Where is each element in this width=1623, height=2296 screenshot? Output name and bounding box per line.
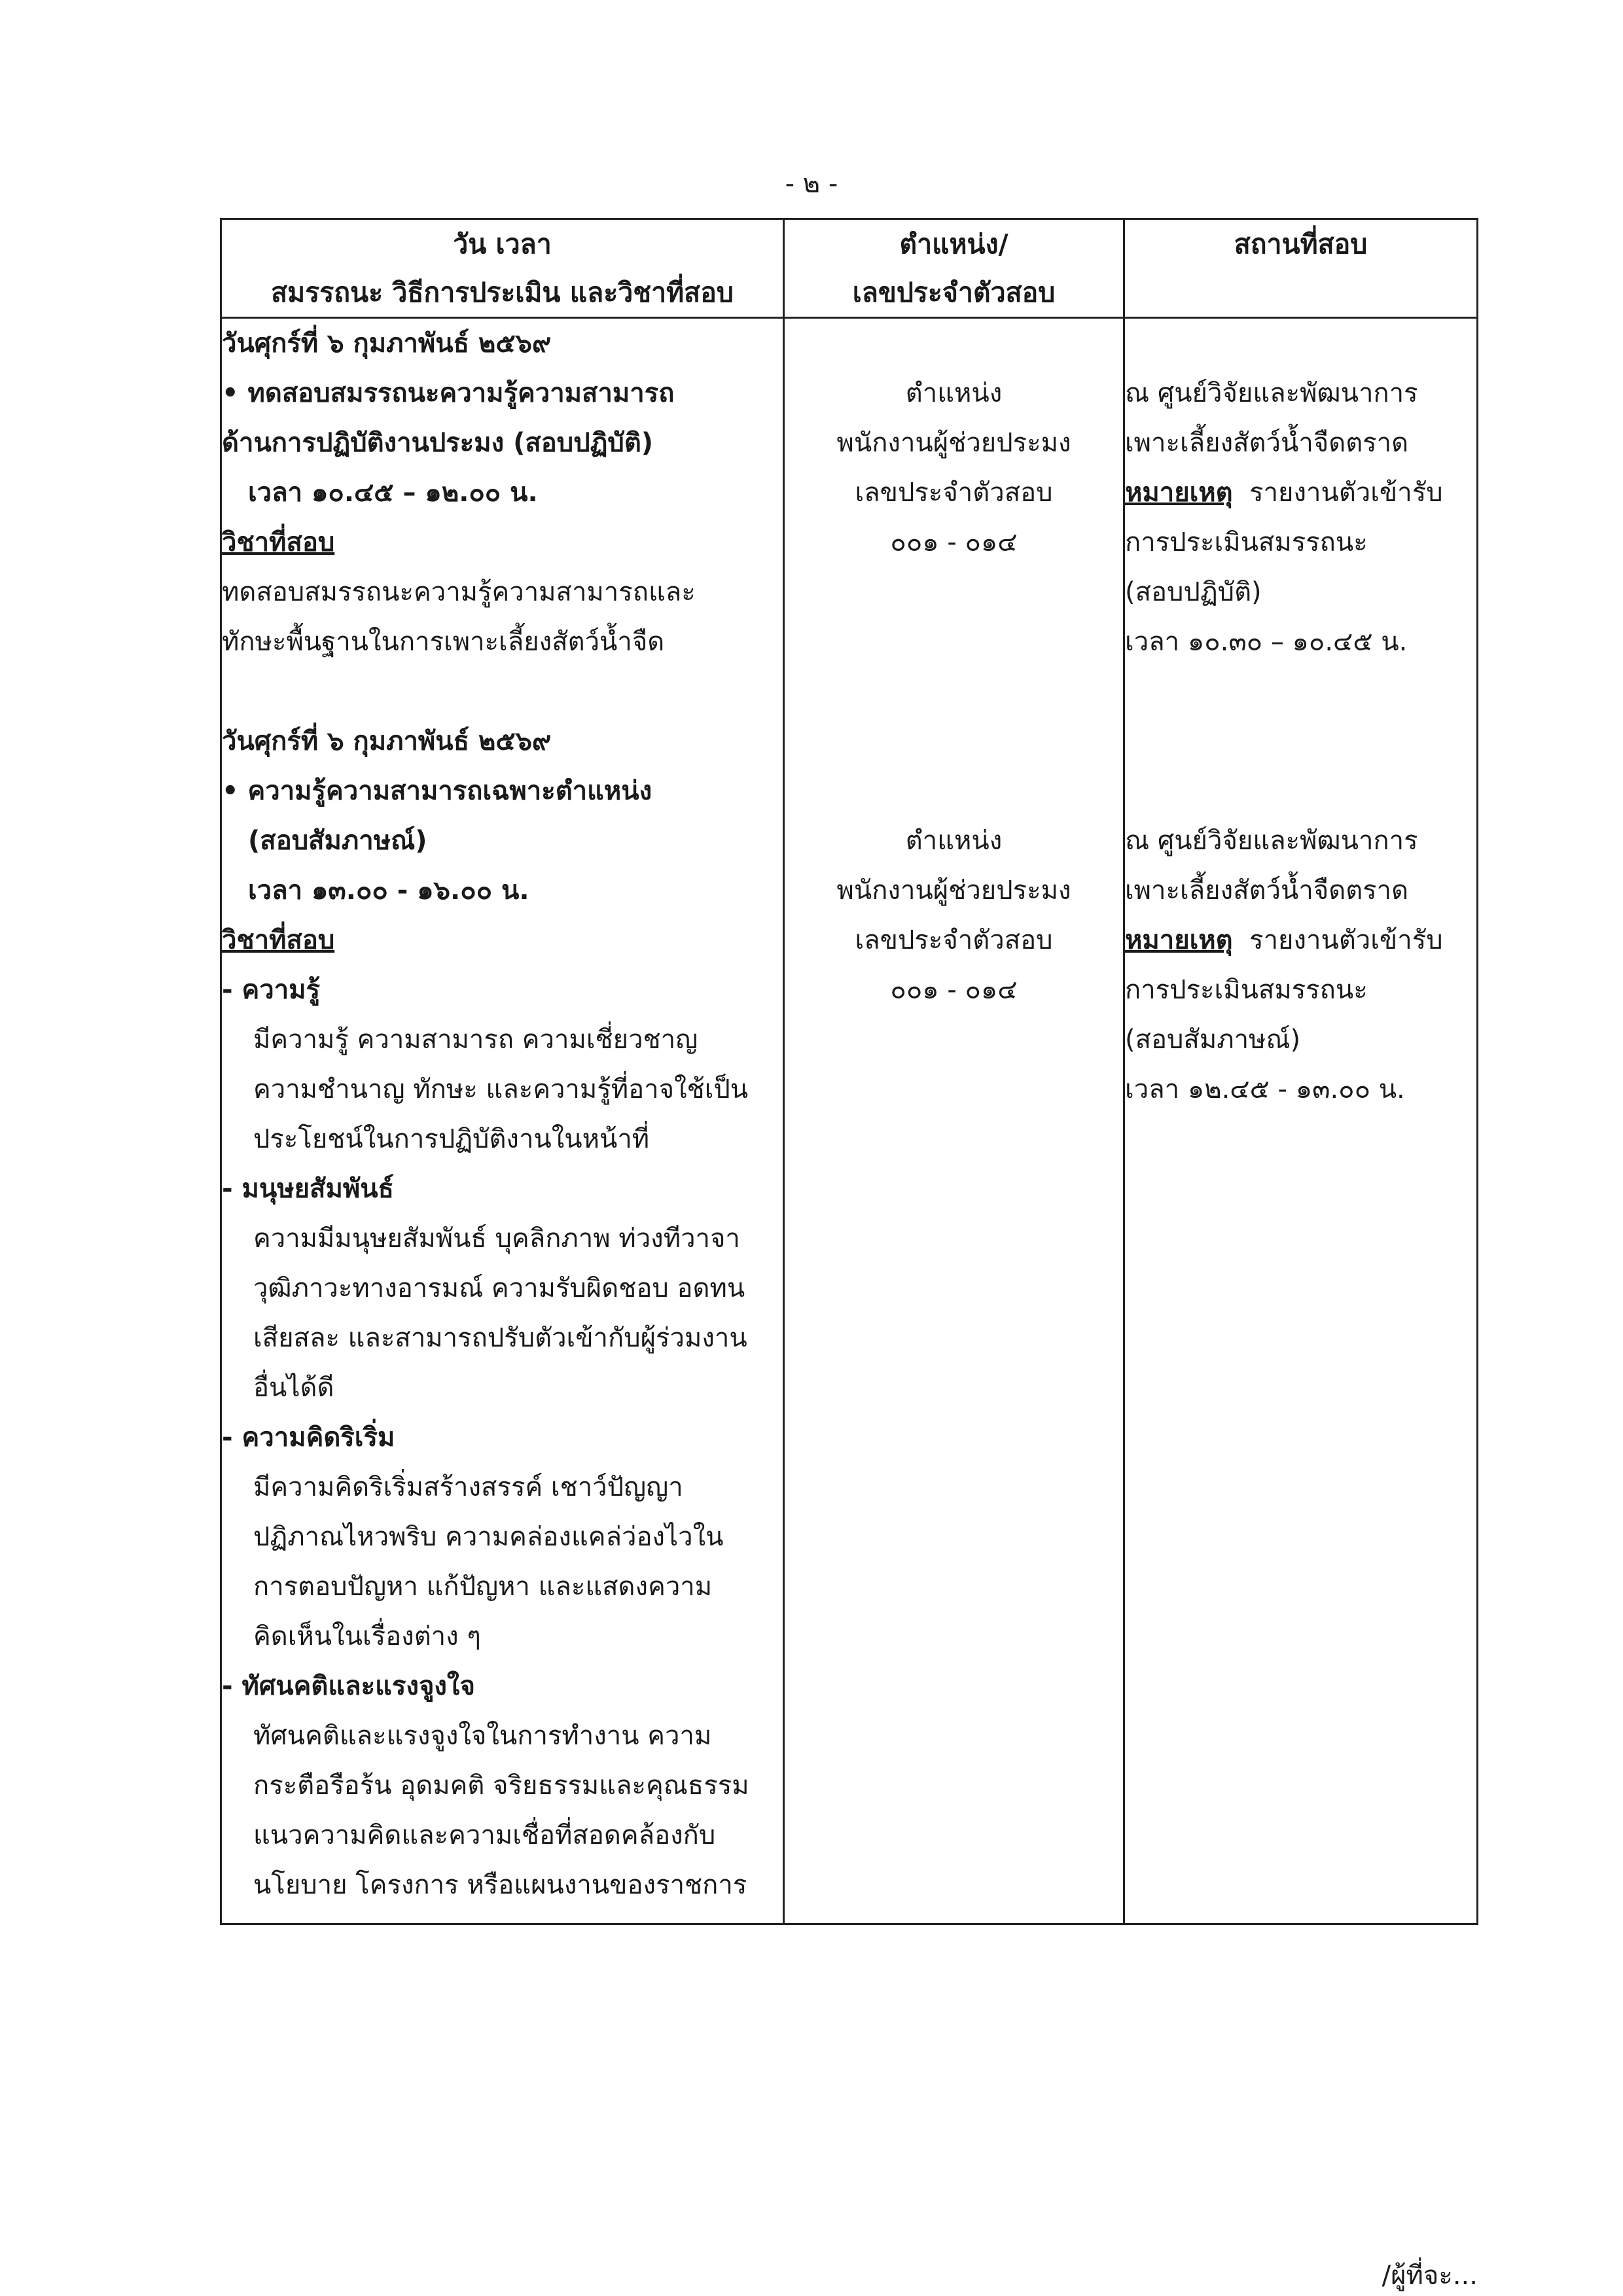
block1-note-time: เวลา ๑๐.๓๐ – ๑๐.๔๕ น. <box>1125 627 1408 657</box>
block2-note: (สอบสัมภาษณ์) <box>1125 1025 1301 1055</box>
header-line: สมรรถนะ วิธีการประเมิน และวิชาที่สอบ <box>271 277 734 308</box>
block1-position-name: พนักงานผู้ช่วยประมง <box>836 428 1071 458</box>
block1-venue: เพาะเลี้ยงสัตว์น้ำจืดตราด <box>1125 428 1409 458</box>
block2-date: วันศุกร์ที่ ๖ กุมภาพันธ์ ๒๕๖๙ <box>222 726 552 756</box>
block2-note: รายงานตัวเข้ารับ <box>1249 925 1443 955</box>
block1-time: เวลา ๑๐.๔๕ – ๑๒.๐๐ น. <box>248 478 538 508</box>
header-line: สถานที่สอบ <box>1234 228 1368 260</box>
header-line: ตำแหน่ง/ <box>899 228 1008 260</box>
block1-position: ตำแหน่ง <box>905 378 1003 408</box>
venue-cell <box>1124 318 1478 1924</box>
block2-id-label: เลขประจำตัวสอบ <box>855 925 1053 955</box>
block1-note: รายงานตัวเข้ารับ <box>1249 478 1443 508</box>
human-relations-text: ความมีมนุษยสัมพันธ์ บุคลิกภาพ ท่วงทีวาจา <box>253 1224 740 1254</box>
block1-date: วันศุกร์ที่ ๖ กุมภาพันธ์ ๒๕๖๙ <box>222 328 552 359</box>
attitude-text: นโยบาย โครงการ หรือแผนงานของราชการ <box>253 1870 747 1900</box>
block2-title: • ความรู้ความสามารถเฉพาะตำแหน่ง <box>222 776 652 806</box>
creativity-text: มีความคิดริเริ่มสร้างสรรค์ เชาว์ปัญญา <box>253 1472 683 1502</box>
attitude-text: แนวความคิดและความเชื่อที่สอดคล้องกับ <box>253 1820 716 1850</box>
block1-note-label: หมายเหตุ <box>1125 478 1233 508</box>
block1-id-range: ๐๐๑ - ๐๑๔ <box>890 527 1018 557</box>
block1-venue: ณ ศูนย์วิจัยและพัฒนาการ <box>1125 378 1418 408</box>
header-position <box>784 219 1124 318</box>
human-relations-text: วุฒิภาวะทางอารมณ์ ความรับผิดชอบ อดทน <box>253 1273 745 1303</box>
block1-note: การประเมินสมรรถนะ <box>1125 527 1368 557</box>
creativity-heading: - ความคิดริเริ่ม <box>222 1422 395 1453</box>
block2-venue: เพาะเลี้ยงสัตว์น้ำจืดตราด <box>1125 875 1409 906</box>
knowledge-text: ความชำนาญ ทักษะ และความรู้ที่อาจใช้เป็น <box>253 1074 749 1104</box>
position-cell <box>784 318 1124 1924</box>
continuation-note: /ผู้ที่จะ... <box>1382 2261 1478 2291</box>
header-line: วัน เวลา <box>453 228 552 260</box>
block2-venue: ณ ศูนย์วิจัยและพัฒนาการ <box>1125 826 1418 856</box>
block1-note: (สอบปฏิบัติ) <box>1125 577 1262 607</box>
block1-id-label: เลขประจำตัวสอบ <box>855 478 1053 508</box>
block1-desc: ทักษะพื้นฐานในการเพาะเลี้ยงสัตว์น้ำจืด <box>222 627 665 657</box>
header-venue <box>1124 219 1478 318</box>
human-relations-text: เสียสละ และสามารถปรับตัวเข้ากับผู้ร่วมงาน <box>253 1323 747 1353</box>
block2-id-range: ๐๐๑ - ๐๑๔ <box>890 975 1018 1005</box>
creativity-text: ปฏิภาณไหวพริบ ความคล่องแคล่ว่องไวใน <box>253 1522 724 1552</box>
page-number: - ๒ - <box>785 169 838 199</box>
block2-note-time: เวลา ๑๒.๔๕ - ๑๓.๐๐ น. <box>1125 1074 1405 1104</box>
attitude-text: กระตือรือร้น อุดมคติ จริยธรรมและคุณธรรม <box>253 1771 749 1801</box>
knowledge-text: ประโยชน์ในการปฏิบัติงานในหน้าที่ <box>253 1124 650 1154</box>
attitude-text: ทัศนคติและแรงจูงใจในการทำงาน ความ <box>253 1721 712 1751</box>
knowledge-text: มีความรู้ ความสามารถ ความเชี่ยวชาญ <box>253 1025 698 1055</box>
creativity-text: คิดเห็นในเรื่องต่าง ๆ <box>253 1621 481 1651</box>
block2-position: ตำแหน่ง <box>905 826 1003 856</box>
human-relations-heading: - มนุษยสัมพันธ์ <box>222 1174 394 1204</box>
block2-position-name: พนักงานผู้ช่วยประมง <box>836 875 1071 906</box>
creativity-text: การตอบปัญหา แก้ปัญหา และแสดงความ <box>253 1572 713 1602</box>
block1-subject-label: วิชาที่สอบ <box>222 527 335 557</box>
block2-note: การประเมินสมรรถนะ <box>1125 975 1368 1005</box>
human-relations-text: อื่นได้ดี <box>253 1373 334 1403</box>
block1-title: • ทดสอบสมรรถนะความรู้ความสามารถ <box>222 378 675 408</box>
table-row <box>221 318 1478 1924</box>
block2-title: (สอบสัมภาษณ์) <box>248 826 427 856</box>
table-header-row <box>221 219 1478 318</box>
knowledge-heading: - ความรู้ <box>222 975 321 1005</box>
exam-schedule-table <box>220 218 1478 1925</box>
schedule-cell <box>221 318 784 1924</box>
header-line: เลขประจำตัวสอบ <box>852 277 1056 308</box>
block2-subject-label: วิชาที่สอบ <box>222 925 335 955</box>
header-date-time <box>221 219 784 318</box>
attitude-heading: - ทัศนคติและแรงจูงใจ <box>222 1671 475 1701</box>
block2-time: เวลา ๑๓.๐๐ - ๑๖.๐๐ น. <box>248 875 529 906</box>
block2-note-label: หมายเหตุ <box>1125 925 1233 955</box>
block1-desc: ทดสอบสมรรถนะความรู้ความสามารถและ <box>222 577 696 607</box>
block1-title: ด้านการปฏิบัติงานประมง (สอบปฏิบัติ) <box>222 428 654 458</box>
